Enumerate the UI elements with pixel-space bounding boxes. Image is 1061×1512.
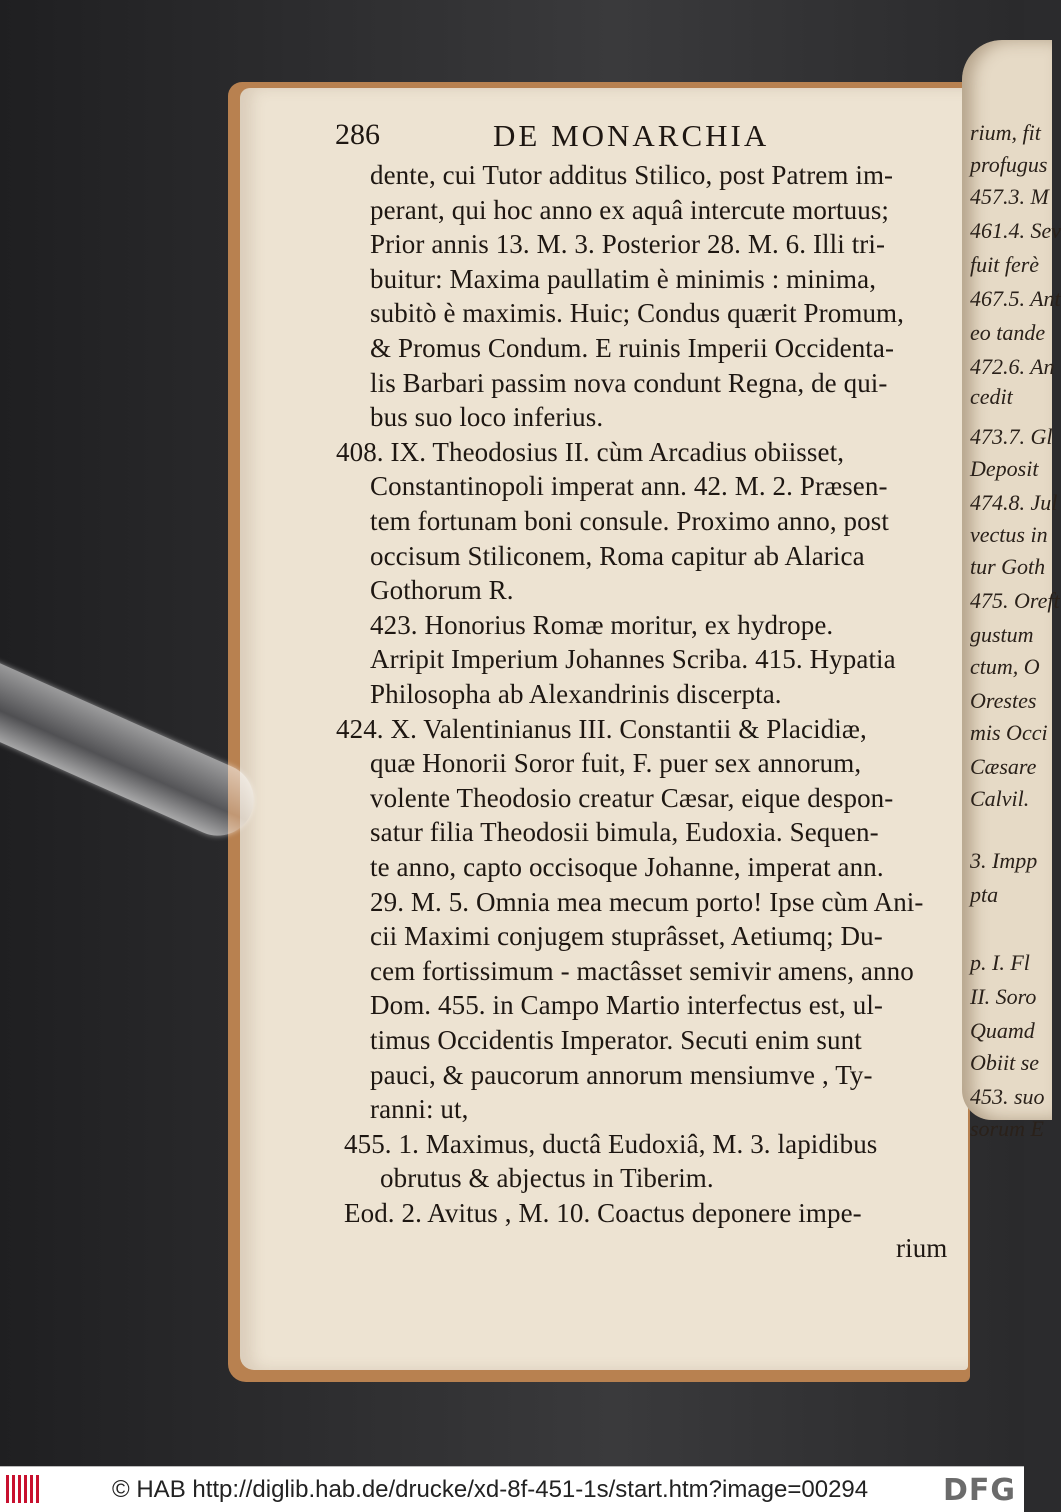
facing-page-text: 461.4. Sev — [970, 218, 1061, 243]
facing-page-text: profugus — [970, 152, 1048, 177]
text-line: volente Theodosio creatur Cæsar, eique despon- — [370, 782, 894, 813]
facing-page-text: 472.6. An — [970, 354, 1055, 379]
text-line: cem fortissimum - mactâsset semivir amens, anno — [370, 955, 914, 986]
facing-page-text: 474.8. Jul — [970, 490, 1058, 515]
text-line: cii Maximi conjugem stuprâsset, Aetiumq; Du- — [370, 921, 883, 952]
facing-page — [962, 40, 1061, 1141]
text-line: tem fortunam boni consule. Proximo anno, post — [370, 506, 889, 536]
facing-page-text: 473.7. Gl — [970, 424, 1053, 449]
facing-page-text: fuit ferè — [970, 252, 1040, 277]
facing-page-text: mis Occi — [970, 720, 1048, 745]
text-line: te anno, capto occisoque Johanne, imperat ann. — [370, 852, 884, 882]
page-header — [335, 118, 955, 162]
text-line: Constantinopoli imperat ann. 42. M. 2. Præsen- — [370, 471, 888, 502]
facing-page-text: 457.3. M — [970, 184, 1049, 209]
facing-page-text: Orestes — [970, 688, 1037, 713]
facing-page-text: 453. suo — [970, 1084, 1045, 1109]
facing-page-text: Quamd — [970, 1018, 1035, 1043]
page-number: 286 — [335, 118, 380, 151]
hab-barcode-icon — [6, 1475, 42, 1503]
text-line: Prior annis 13. M. 3. Posterior 28. M. 6. Illi tri- — [370, 229, 886, 260]
facing-page-text: Cæsare — [970, 754, 1037, 779]
facing-page-text: Deposit — [970, 456, 1039, 481]
text-line: Arripit Imperium Johannes Scriba. 415. Hypatia — [370, 644, 896, 675]
facing-page-text: Obiit se — [970, 1050, 1040, 1075]
text-line: bus suo loco inferius. — [370, 402, 604, 433]
text-line: quæ Honorii Soror fuit, F. puer sex annorum, — [370, 748, 862, 779]
text-line: rium — [896, 1232, 948, 1263]
text-line: satur filia Theodosii bimula, Eudoxia. Sequen- — [370, 817, 879, 848]
facing-page-text: 475. Oreft — [970, 588, 1060, 613]
text-line: subitò è maximis. Huic; Condus quærit Promum, — [370, 298, 905, 329]
facing-page-text: vectus in — [970, 522, 1048, 547]
text-line: Eod. 2. Avitus , M. 10. Coactus deponere impe- — [344, 1198, 862, 1228]
text-line: 29. M. 5. Omnia mea mecum porto! Ipse cùm Ani- — [370, 886, 924, 917]
text-line: ranni: ut, — [370, 1094, 469, 1125]
facing-page-text: gustum — [970, 622, 1034, 647]
facing-page-text: pta — [970, 882, 999, 907]
facing-page-text: p. I. Fl — [970, 950, 1030, 975]
facing-page-text: Calvil. — [970, 786, 1030, 811]
facing-page-text: rium, fit — [970, 120, 1041, 145]
text-line: & Promus Condum. E ruinis Imperii Occidenta- — [370, 333, 895, 363]
text-line: Gothorum R. — [370, 575, 514, 606]
text-line: perant, qui hoc anno ex aquâ intercute mortuus; — [370, 194, 890, 225]
text-line: 423. Honorius Romæ moritur, ex hydrope. — [370, 609, 834, 640]
facing-page-text: tur Goth — [970, 554, 1046, 579]
text-line: 424. X. Valentinianus III. Constantii & Placidiæ, — [336, 713, 867, 744]
facing-page-text: eo tande — [970, 320, 1046, 345]
dfg-logo: DFG — [942, 1473, 1016, 1508]
text-line: buitur: Maxima paullatim è minimis : minima, — [370, 263, 877, 294]
text-line: lis Barbari passim nova condunt Regna, de qui- — [370, 367, 888, 398]
text-line: Dom. 455. in Campo Martio interfectus est, ul- — [370, 990, 884, 1021]
copyright-url[interactable]: © HAB http://diglib.hab.de/drucke/xd-8f-451-1s/start.htm?image=00294 — [112, 1476, 869, 1503]
footer-bar — [0, 1466, 1024, 1512]
facing-page-text: 3. Impp — [970, 848, 1038, 873]
text-line: pauci, & paucorum annorum mensiumve , Ty- — [370, 1059, 873, 1090]
facing-page-text: cedit — [970, 384, 1013, 409]
text-line: obrutus & abjectus in Tiberim. — [380, 1163, 714, 1194]
text-line: occisum Stiliconem, Roma capitur ab Alarica — [370, 540, 865, 571]
text-line: Philosopha ab Alexandrinis discerpta. — [370, 679, 782, 709]
glass-pointer — [0, 643, 265, 847]
facing-page-text: 467.5. Ant — [970, 286, 1061, 311]
text-line: dente, cui Tutor additus Stilico, post Patrem im- — [370, 160, 894, 190]
text-line: 408. IX. Theodosius II. cùm Arcadius obiisset, — [336, 436, 845, 467]
facing-page-text: II. Soro — [970, 984, 1037, 1009]
facing-page-text: ctum, O — [970, 654, 1040, 679]
text-line: timus Occidentis Imperator. Secuti enim sunt — [370, 1025, 862, 1055]
text-line: 455. 1. Maximus, ductâ Eudoxiâ, M. 3. lapidibus — [344, 1128, 878, 1159]
facing-page-text: sorum E — [970, 1116, 1044, 1141]
running-head: DE MONARCHIA — [493, 118, 770, 153]
